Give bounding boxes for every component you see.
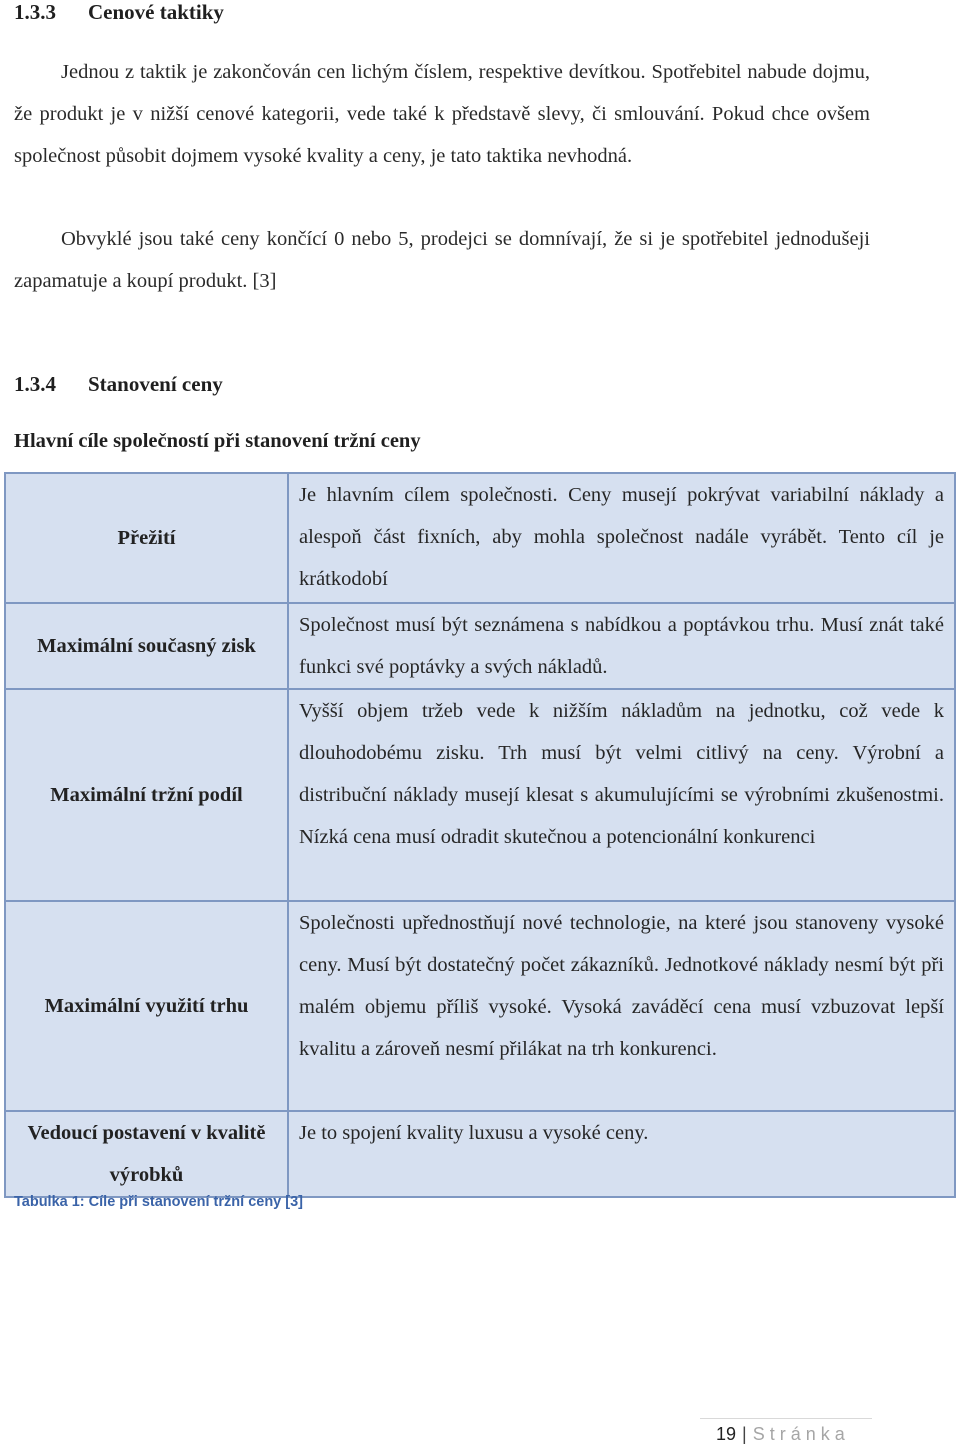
pricing-goals-table (4, 472, 956, 1198)
table-row (5, 901, 955, 1111)
goal-description-cell: Vyšší objem tržeb vede k nižším nákladům na jednotku, což vede k dlouhodobému zisku. Trh musí být velmi citlivý na ceny. Výrobní a distribuční náklady musejí klesat s akumulujícími se výrobními zkušenostmi. Nízká cena musí odradit skutečnou a potencionální konkurenci (288, 689, 955, 901)
paragraph-round-pricing: Obvyklé jsou také ceny končící 0 nebo 5, prodejci se domnívají, že si je spotřebitel jednodušeji zapamatuje a koupí produkt. [3] (14, 228, 870, 292)
goal-description-cell: Je to spojení kvality luxusu a vysoké ceny. (288, 1111, 955, 1197)
table-row (5, 603, 955, 689)
goal-name-cell: Maximální současný zisk (5, 603, 288, 689)
paragraph-odd-pricing: Jednou z taktik je zakončován cen lichým číslem, respektive devítkou. Spotřebitel nabude dojmu, že produkt je v nižší cenové kategorii, vede také k představě slevy, či smlouvání. Pokud chce ovšem společnost působit dojmem vysoké kvality a ceny, je tato taktika nevhodná. (14, 61, 870, 167)
goal-description-cell: Je hlavním cílem společnosti. Ceny musejí pokrývat variabilní náklady a alespoň část fixních, aby mohla společnost nadále vyrábět. Tento cíl je krátkodobí (288, 473, 955, 603)
footer-separator: | (742, 1424, 747, 1444)
section-title: Stanovení ceny (88, 372, 223, 396)
table-row (5, 1111, 955, 1197)
table-caption: Tabulka 1: Cíle při stanovení tržní ceny [3] (14, 1194, 303, 1210)
section-heading-1-3-4 (14, 372, 223, 397)
section-number: 1.3.3 (14, 0, 56, 24)
footer-divider (700, 1418, 872, 1419)
section-heading-1-3-3 (14, 0, 224, 25)
goal-name-cell: Maximální využití trhu (5, 901, 288, 1111)
goal-name-cell: Přežití (5, 473, 288, 603)
goal-name-cell: Vedoucí postavení v kvalitě výrobků (5, 1111, 288, 1197)
table-subheading: Hlavní cíle společností při stanovení tržní ceny (14, 430, 421, 452)
section-number: 1.3.4 (14, 372, 56, 396)
page-footer (716, 1424, 850, 1445)
goal-name-cell: Maximální tržní podíl (5, 689, 288, 901)
table-row (5, 689, 955, 901)
section-title: Cenové taktiky (88, 0, 224, 24)
page-label: Stránka (752, 1424, 850, 1444)
page-number: 19 (716, 1424, 737, 1444)
goal-description-cell: Společnosti upřednostňují nové technologie, na které jsou stanoveny vysoké ceny. Musí být dostatečný počet zákazníků. Jednotkové náklady nesmí být při malém objemu příliš vysoké. Vysoká zaváděcí cena musí vzbuzovat lepší kvalitu a zároveň nesmí přilákat na trh konkurenci. (288, 901, 955, 1111)
table-row (5, 473, 955, 603)
goal-description-cell: Společnost musí být seznámena s nabídkou a poptávkou trhu. Musí znát také funkci své poptávky a svých nákladů. (288, 603, 955, 689)
